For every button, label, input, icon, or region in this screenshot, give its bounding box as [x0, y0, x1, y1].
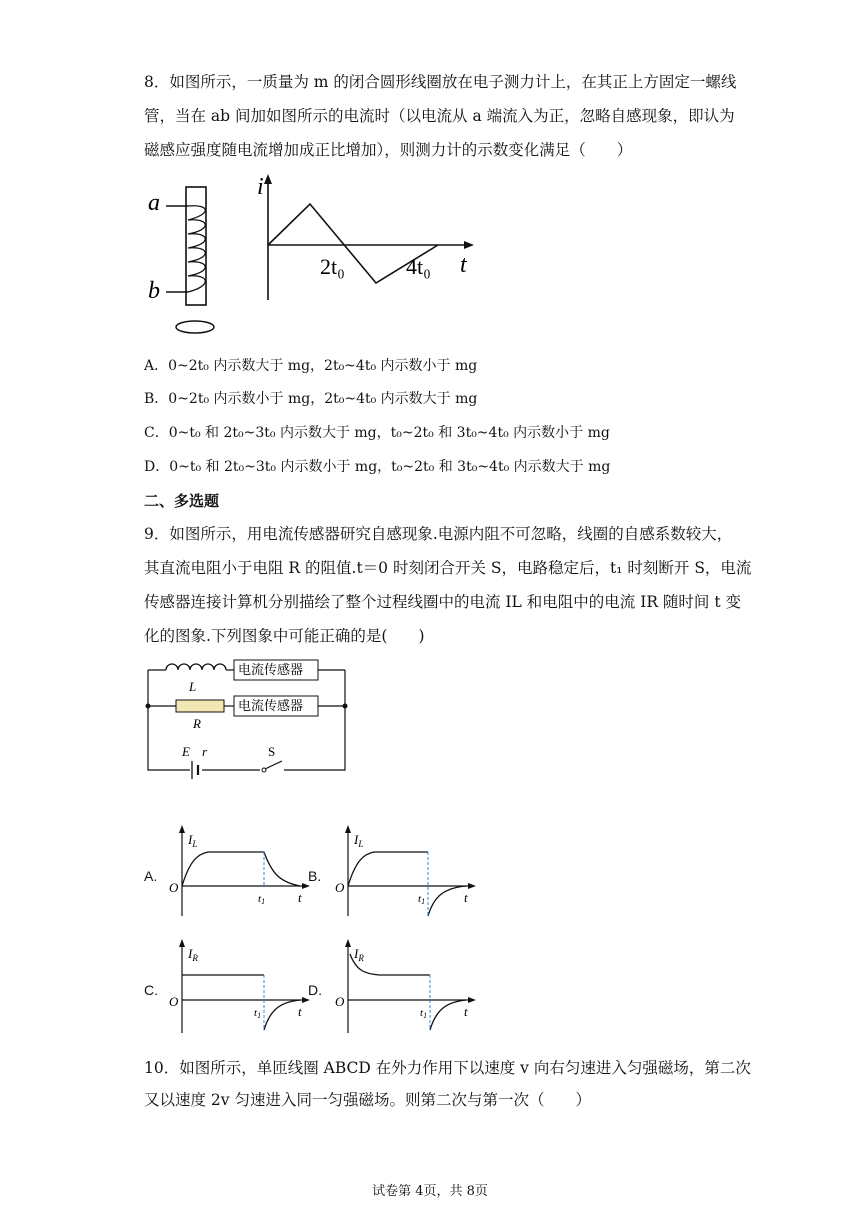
q9-line-4: 化的图象.下列图象中可能正确的是( ) [144, 627, 425, 645]
tick-4t0: 4t₀ [406, 254, 431, 279]
label-r: r [202, 744, 208, 759]
q9-circuit [140, 652, 360, 777]
axis-t: t [460, 252, 467, 278]
axis-IR-c: $I_R$ [188, 946, 198, 963]
graph-c [164, 938, 314, 1038]
sensor-label-2: 电流传感器 [238, 698, 304, 713]
graph-label-c[interactable]: C. [144, 982, 158, 998]
curve-b [348, 852, 428, 886]
curve-a [182, 852, 300, 886]
graph-b [330, 824, 480, 924]
q10-line-1: 10．如图所示，单匝线圈 ABCD 在外力作用下以速度 v 向右匀速进入匀强磁场，第二次 [144, 1059, 751, 1077]
axis-IL-a: $I_L$ [188, 832, 198, 849]
graph-label-d[interactable]: D. [308, 982, 322, 998]
q8-option-a[interactable]: A．0~2t₀ 内示数大于 mg，2t₀~4t₀ 内示数小于 mg [144, 358, 478, 374]
label-R: R [193, 716, 201, 731]
q10-line-2: 又以速度 2v 匀速进入同一匀强磁场。则第二次与第一次（ ） [144, 1091, 591, 1109]
axis-t-d: t [464, 1004, 468, 1019]
q9-line-3: 传感器连接计算机分别描绘了整个过程线圈中的电流 IL 和电阻中的电流 IR 随时间 t 变 [144, 593, 742, 611]
sensor-label-1: 电流传感器 [238, 662, 304, 677]
q8-line-3: 磁感应强度随电流增加成正比增加），则测力计的示数变化满足（ ） [144, 141, 633, 159]
axis-IR-d: $I_R$ [354, 946, 364, 963]
q8-line-2: 管，当在 ab 间加如图所示的电流时（以电流从 a 端流入为正，忽略自感现象，即认为 [144, 107, 735, 125]
ring-coil [176, 321, 214, 333]
graph-label-b[interactable]: B. [308, 868, 322, 884]
tick-t1-d: t1 [420, 1007, 428, 1020]
tick-t1-b: t1 [418, 893, 426, 906]
graph-d [330, 938, 480, 1038]
tick-t1-a: t1 [258, 893, 266, 906]
tick-2t0: 2t₀ [320, 254, 345, 279]
label-L: L [189, 679, 197, 694]
section-heading: 二、多选题 [144, 492, 220, 510]
origin-a: O [169, 880, 179, 895]
label-S: S [268, 744, 276, 759]
q8-line-1: 8．如图所示，一质量为 m 的闭合圆形线圈放在电子测力计上，在其正上方固定一螺线 [144, 73, 737, 91]
origin-b: O [335, 880, 345, 895]
q9-line-1: 9．如图所示，用电流传感器研究自感现象.电源内阻不可忽略，线圈的自感系数较大， [144, 525, 733, 543]
q8-option-c[interactable]: C．0~t₀ 和 2t₀~3t₀ 内示数大于 mg，t₀~2t₀ 和 3t₀~4t₀ 内示数小于 mg [144, 425, 610, 441]
page-footer: 试卷第 4页，共 8页 [372, 1184, 488, 1199]
origin-d: O [335, 994, 345, 1009]
q8-option-b[interactable]: B．0~2t₀ 内示数小于 mg，2t₀~4t₀ 内示数大于 mg [144, 391, 478, 407]
q8-option-d[interactable]: D．0~t₀ 和 2t₀~3t₀ 内示数小于 mg，t₀~2t₀ 和 3t₀~4t₀ 内示数大于 mg [144, 459, 611, 475]
origin-c: O [169, 994, 179, 1009]
axis-t-b: t [464, 890, 468, 905]
label-a: a [148, 190, 160, 216]
resistor-R [176, 700, 224, 712]
axis-i: i [257, 174, 264, 200]
inductor-coil [166, 664, 226, 670]
axis-IL-b: $I_L$ [354, 832, 364, 849]
axis-t-c: t [298, 1004, 302, 1019]
q9-line-2: 其直流电阻小于电阻 R 的阻值.t＝0 时刻闭合开关 S，电路稳定后，t₁ 时刻断开 S，电流 [144, 559, 752, 577]
graph-a [164, 824, 314, 924]
axis-t-a: t [298, 890, 302, 905]
label-b: b [148, 278, 160, 304]
q8-figure [140, 172, 480, 342]
label-E: E [182, 744, 190, 759]
graph-label-a[interactable]: A. [144, 868, 158, 884]
tick-t1-c: t1 [254, 1007, 262, 1020]
